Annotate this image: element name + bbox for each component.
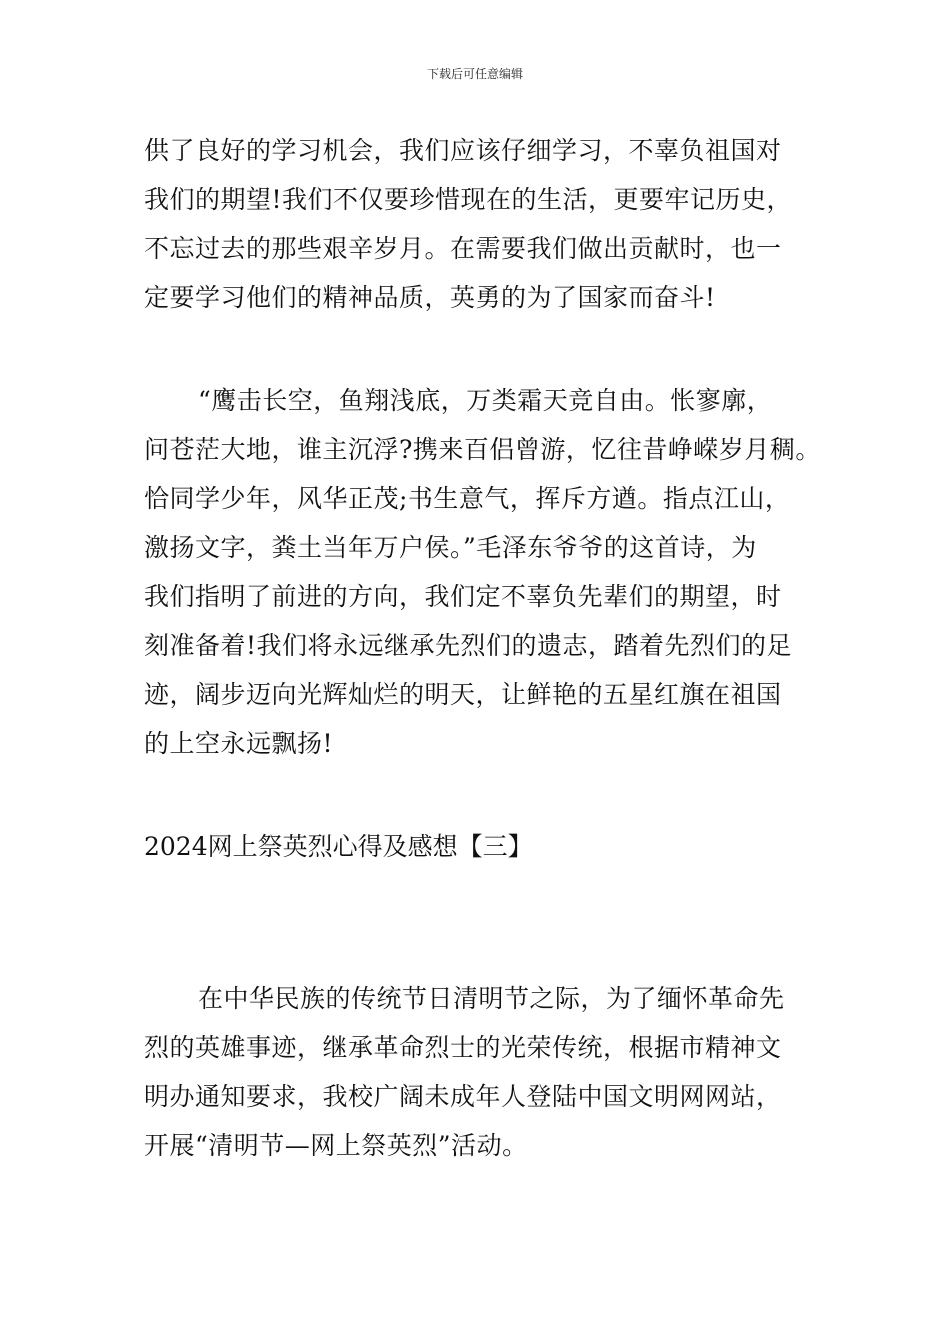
header-note: 下载后可任意编辑 xyxy=(426,67,523,81)
text-line: “鹰击长空，鱼翔浅底，万类霜天竞自由。怅寥廓， xyxy=(198,386,773,415)
text-line: 供了良好的学习机会，我们应该仔细学习，不辜负祖国对 xyxy=(144,136,782,165)
text-line: 不忘过去的那些艰辛岁月。在需要我们做出贡献时，也一 xyxy=(144,234,782,263)
paragraph-intro xyxy=(144,974,785,1170)
text-line: 我们指明了前进的方向，我们定不辜负先辈们的期望，时 xyxy=(144,582,782,611)
section-heading: 2024网上祭英烈心得及感想【三】 xyxy=(144,832,533,861)
paragraph-continuation xyxy=(144,126,792,322)
text-line: 的上空永远飘扬! xyxy=(144,729,334,758)
text-line: 恰同学少年，风华正茂;书生意气，挥斥方遒。指点江山， xyxy=(144,484,791,513)
text-line: 定要学习他们的精神品质，英勇的为了国家而奋斗! xyxy=(144,283,716,312)
text-line: 明办通知要求，我校广阔未成年人登陆中国文明网网站， xyxy=(144,1082,782,1111)
text-line: 在中华民族的传统节日清明节之际，为了缅怀革命先 xyxy=(198,984,785,1013)
text-line: 烈的英雄事迹，继承革命烈士的光荣传统，根据市精神文 xyxy=(144,1033,782,1062)
text-line: 开展“清明节—网上祭英烈”活动。 xyxy=(144,1131,528,1160)
text-line: 我们的期望!我们不仅要珍惜现在的生活，更要牢记历史， xyxy=(144,185,793,214)
text-line: 迹，阔步迈向光辉灿烂的明天，让鲜艳的五星红旗在祖国 xyxy=(144,680,782,709)
text-line: 激扬文字，粪土当年万户侯。”毛泽东爷爷的这首诗，为 xyxy=(144,533,757,562)
text-line: 问苍茫大地，谁主沉浮?携来百侣曾游，忆往昔峥嵘岁月稠。 xyxy=(144,435,821,464)
text-line: 刻准备着!我们将永远继承先烈们的遗志，踏着先烈们的足 xyxy=(144,631,793,660)
paragraph-poem-quote xyxy=(144,376,821,768)
